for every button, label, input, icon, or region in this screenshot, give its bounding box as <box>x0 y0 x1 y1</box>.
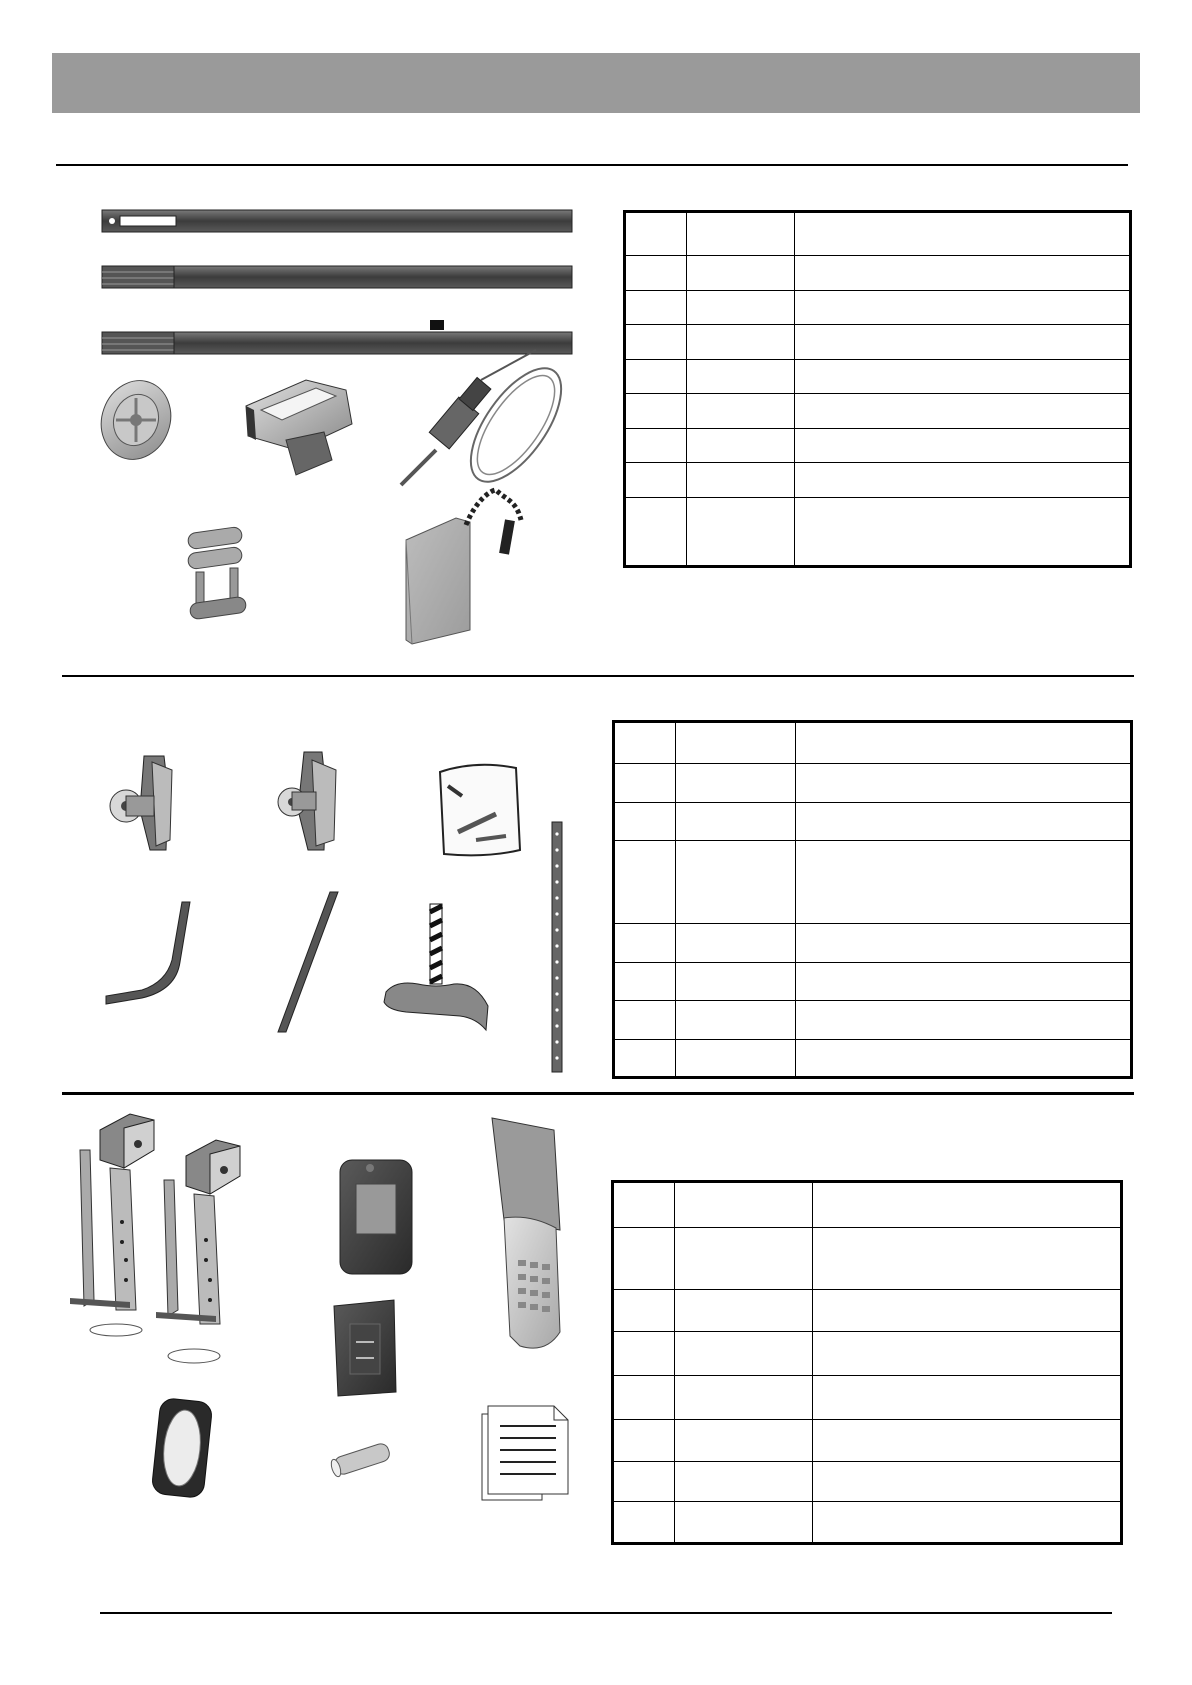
table-header-row <box>613 1182 1122 1228</box>
manual-documents-icon <box>482 1406 568 1500</box>
table-row <box>613 1462 1122 1502</box>
page-footer-line <box>100 1612 1112 1614</box>
front-rail-icon <box>102 210 572 232</box>
remote-control-icon <box>340 1160 412 1274</box>
section-divider-top <box>56 164 1128 166</box>
rear-rail-icon <box>102 320 572 354</box>
middle-rail-icon <box>102 266 572 288</box>
table-row <box>625 290 1131 325</box>
rail-kit-illustration <box>96 200 606 660</box>
table-row <box>625 256 1131 291</box>
table-header-row <box>614 722 1132 764</box>
table-row <box>613 1420 1122 1462</box>
release-handle-icon <box>384 904 488 1030</box>
table-row <box>613 1332 1122 1376</box>
chain-link-icon <box>187 526 247 619</box>
header-bracket-icon <box>278 752 336 850</box>
table-row <box>613 1502 1122 1544</box>
accessory-kit-illustration <box>60 1110 600 1530</box>
table-row <box>625 497 1131 566</box>
pulley-icon <box>90 371 181 469</box>
idler-carriage-icon <box>246 380 352 475</box>
straight-arm-icon <box>278 892 338 1032</box>
hardware-kit-illustration <box>96 750 606 1080</box>
rail-kit-parts-table <box>623 210 1132 568</box>
wall-control-icon <box>334 1300 396 1396</box>
battery-icon <box>329 1442 391 1478</box>
table-row <box>625 325 1131 360</box>
table-row <box>625 359 1131 394</box>
screw-bag-icon <box>440 765 520 856</box>
table-header-row <box>625 212 1131 256</box>
table-row <box>625 428 1131 463</box>
bent-arm-icon <box>106 902 190 1004</box>
table-row <box>613 1290 1122 1332</box>
parts-bag-with-chain-icon <box>406 490 521 644</box>
section-divider-bottom <box>62 1092 1134 1095</box>
table-row <box>614 802 1132 840</box>
accessory-kit-parts-table <box>611 1180 1123 1545</box>
safety-sensor-brackets-icon <box>70 1114 240 1363</box>
table-row <box>614 841 1132 924</box>
page-header-bar <box>52 53 1140 113</box>
table-row <box>614 924 1132 962</box>
table-row <box>614 962 1132 1000</box>
table-row <box>613 1376 1122 1420</box>
table-row <box>614 764 1132 802</box>
table-row <box>625 463 1131 498</box>
keypad-icon <box>492 1118 560 1348</box>
table-row <box>614 1039 1132 1078</box>
table-row <box>613 1228 1122 1290</box>
door-bracket-icon <box>110 756 172 850</box>
hardware-kit-parts-table <box>612 720 1133 1079</box>
tension-bolt-cable-icon <box>401 350 578 496</box>
section-divider-middle <box>62 675 1134 677</box>
wall-button-icon <box>151 1398 213 1499</box>
table-row <box>625 394 1131 429</box>
table-row <box>614 1001 1132 1039</box>
perforated-strap-icon <box>552 822 562 1072</box>
